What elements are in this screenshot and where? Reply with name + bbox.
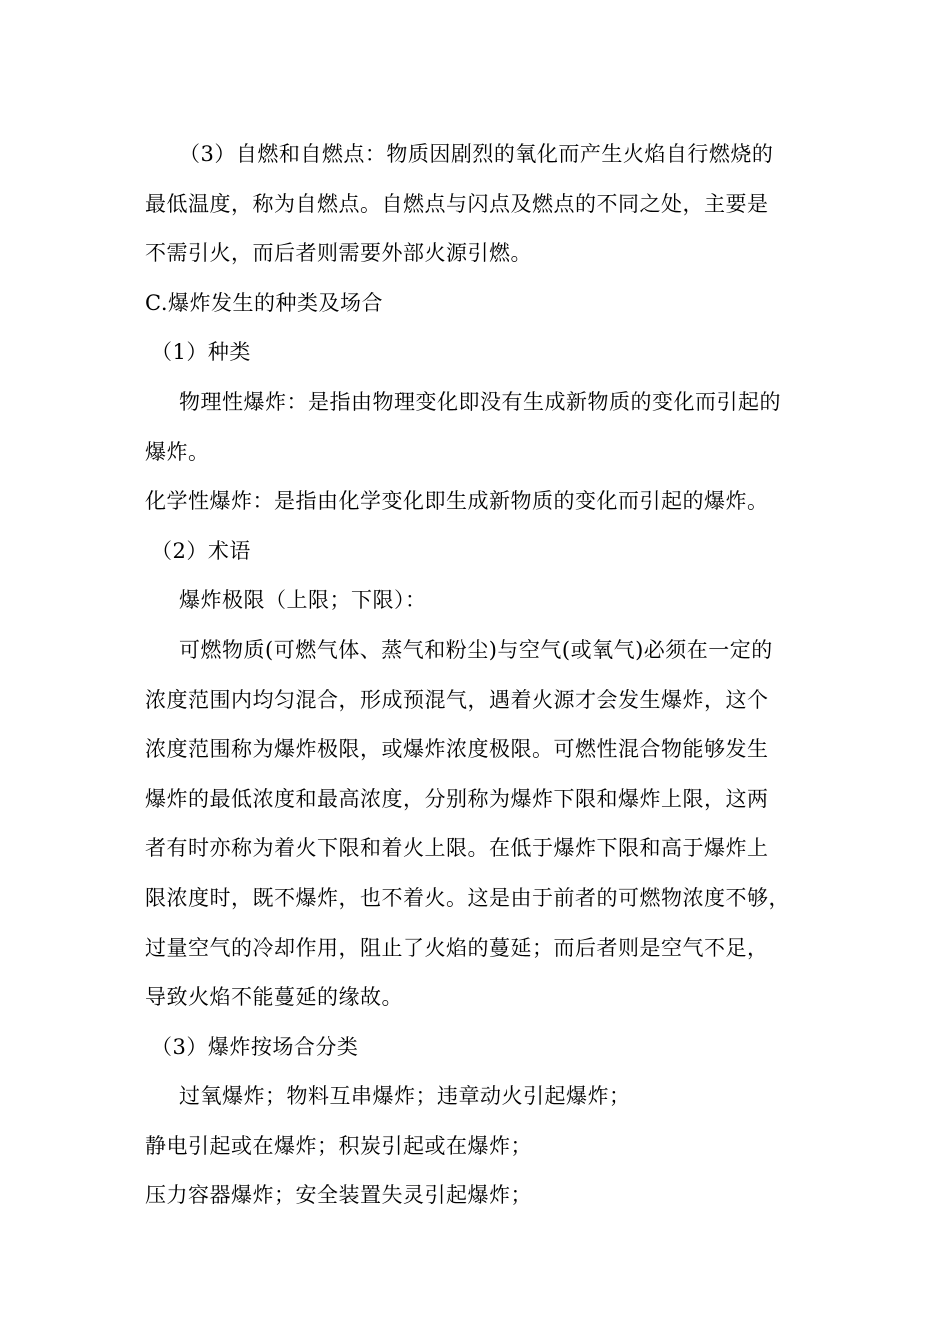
section-heading-c: C.爆炸发生的种类及场合 bbox=[145, 290, 383, 315]
text-line-15: 者有时亦称为着火下限和着火上限。在低于爆炸下限和高于爆炸上 bbox=[145, 836, 769, 861]
text-line-1: （3）自燃和自燃点：物质因剧烈的氧化而产生火焰自行燃烧的 bbox=[179, 142, 774, 166]
text-line-11: 可燃物质(可燃气体、蒸气和粉尘)与空气(或氧气)必须在一定的 bbox=[179, 637, 773, 662]
text-line-13: 浓度范围称为爆炸极限，或爆炸浓度极限。可燃性混合物能够发生 bbox=[145, 737, 769, 762]
subheading-terms: （2）术语 bbox=[151, 538, 251, 563]
text-line-20: 过氧爆炸；物料互串爆炸；违章动火引起爆炸； bbox=[179, 1084, 631, 1109]
text-line-18: 导致火焰不能蔓延的缘故。 bbox=[145, 985, 403, 1010]
text-line-10: 爆炸极限（上限；下限）： bbox=[179, 588, 427, 613]
text-line-14: 爆炸的最低浓度和最高浓度，分别称为爆炸下限和爆炸上限，这两 bbox=[145, 786, 769, 811]
text-line-6: 物理性爆炸：是指由物理变化即没有生成新物质的变化而引起的 bbox=[179, 389, 781, 414]
subheading-classification: （3）爆炸按场合分类 bbox=[151, 1034, 359, 1059]
text-line-8: 化学性爆炸：是指由化学变化即生成新物质的变化而引起的爆炸。 bbox=[145, 489, 769, 514]
text-line-3: 不需引火，而后者则需要外部火源引燃。 bbox=[145, 241, 532, 266]
text-line-22: 压力容器爆炸；安全装置失灵引起爆炸； bbox=[145, 1183, 532, 1208]
document-page bbox=[145, 130, 825, 1221]
text-line-7: 爆炸。 bbox=[145, 439, 210, 464]
text-line-2: 最低温度，称为自燃点。自燃点与闪点及燃点的不同之处，主要是 bbox=[145, 191, 769, 216]
subheading-types: （1）种类 bbox=[151, 340, 251, 365]
text-line-16: 限浓度时，既不爆炸，也不着火。这是由于前者的可燃物浓度不够， bbox=[145, 885, 790, 910]
text-line-21: 静电引起或在爆炸；积炭引起或在爆炸； bbox=[145, 1133, 532, 1158]
text-line-12: 浓度范围内均匀混合，形成预混气，遇着火源才会发生爆炸，这个 bbox=[145, 687, 769, 712]
text-line-17: 过量空气的冷却作用，阻止了火焰的蔓延；而后者则是空气不足， bbox=[145, 935, 769, 960]
